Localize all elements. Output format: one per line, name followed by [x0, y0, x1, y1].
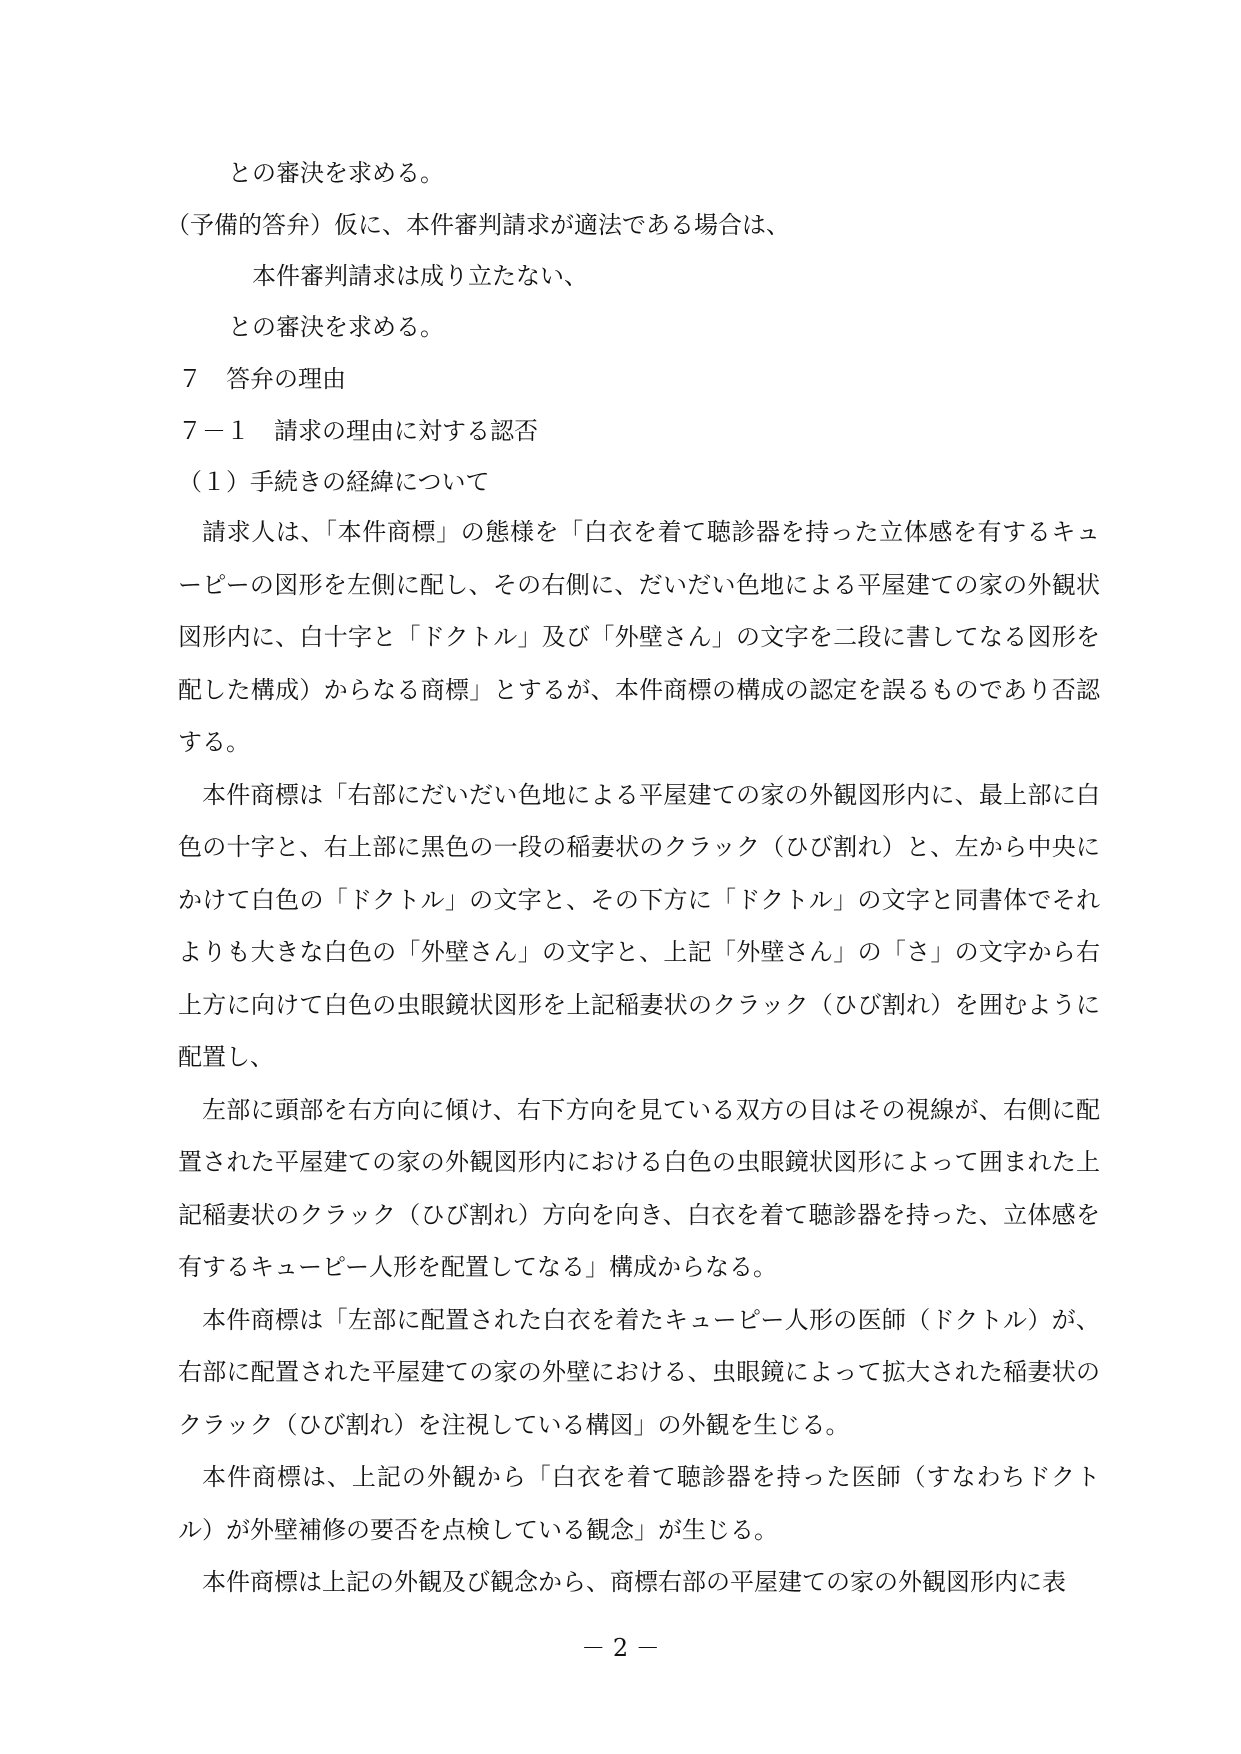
claim-not-established-line: 本件審判請求は成り立たない、 [252, 262, 588, 290]
subsection-heading-1: （１）手続きの経緯について [178, 468, 490, 496]
decision-request-line-1: との審決を求める。 [228, 159, 444, 187]
paragraph: 本件商標は「右部にだいだい色地による平屋建ての家の外観図形内に、最上部に白色の十字と、右上部に黒色の一段の稲妻状のクラック（ひび割れ）と、左から中央にかけて白色の「ドクトル」の文字と、その下方に「ドクトル」の文字と同書体でそれよりも大きな白色の「外壁さん」の文字と、上記「外壁さん」の「さ」の文字から右上方に向けて白色の虫眼鏡状図形を上記稲妻状のクラック（ひび割れ）を囲むように配置し、 [178, 780, 1100, 1071]
section-heading-7: ７ 答弁の理由 [178, 365, 346, 393]
preliminary-answer-line: （予備的答弁）仮に、本件審判請求が適法である場合は、 [166, 211, 790, 239]
paragraph: 本件商標は「左部に配置された白衣を着たキューピー人形の医師（ドクトル）が、右部に配置された平屋建ての家の外壁における、虫眼鏡によって拡大された稲妻状のクラック（ひび割れ）を注視している構図」の外観を生じる。 [178, 1305, 1100, 1439]
paragraph: 本件商標は上記の外観及び観念から、商標右部の平屋建ての家の外観図形内に表 [202, 1568, 1066, 1596]
decision-request-line-2: との審決を求める。 [228, 313, 444, 341]
paragraph: 左部に頭部を右方向に傾け、右下方向を見ている双方の目はその視線が、右側に配置された平屋建ての家の外観図形内における白色の虫眼鏡状図形によって囲まれた上記稲妻状のクラック（ひび割れ）方向を向き、白衣を着て聴診器を持った、立体感を有するキューピー人形を配置してなる」構成からなる。 [178, 1095, 1100, 1281]
paragraph: 本件商標は、上記の外観から「白衣を着て聴診器を持った医師（すなわちドクトル）が外壁補修の要否を点検している観念」が生じる。 [178, 1463, 1100, 1544]
body-text [178, 506, 1100, 1609]
section-heading-7-1: ７－１ 請求の理由に対する認否 [178, 417, 538, 445]
paragraph: 請求人は、「本件商標」の態様を「白衣を着て聴診器を持った立体感を有するキューピーの図形を左側に配し、その右側に、だいだい色地による平屋建ての家の外観状図形内に、白十字と「ドクトル」及び「外壁さん」の文字を二段に書してなる図形を配した構成）からなる商標」とするが、本件商標の構成の認定を誤るものであり否認する。 [178, 518, 1100, 756]
page-number: － 2 － [581, 1634, 660, 1662]
